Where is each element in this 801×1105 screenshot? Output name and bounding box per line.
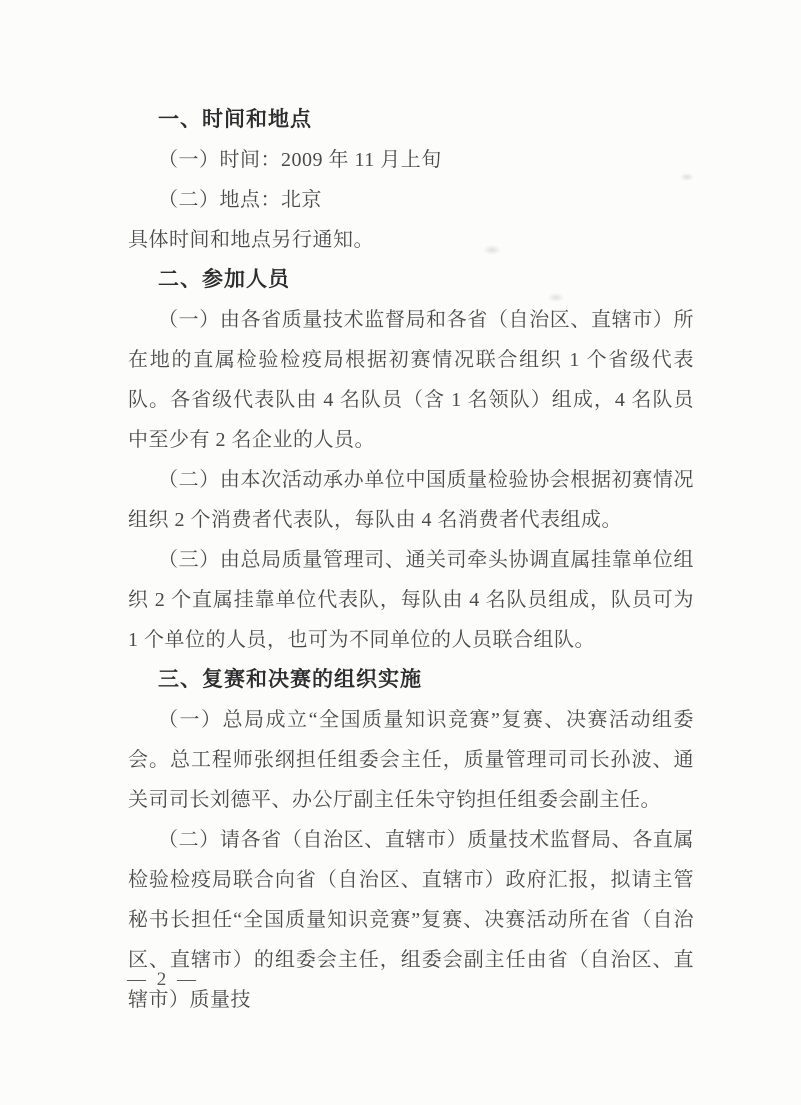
paragraph-consumer-teams: （二）由本次活动承办单位中国质量检验协会根据初赛情况组织 2 个消费者代表队，每队由 4 名消费者代表组成。 xyxy=(128,469,694,531)
section-heading-participants: 二、参加人员 xyxy=(158,268,290,291)
paragraph-affiliated-teams: （三）由总局质量管理司、通关司牵头协调直属挂靠单位组织 2 个直属挂靠单位代表队，每队由 4 名队员组成，队员可为 1 个单位的人员，也可为不同单位的人员联合组队。 xyxy=(128,549,694,651)
paragraph-notice: 具体时间和地点另行通知。 xyxy=(128,229,374,251)
section-heading-organization: 三、复赛和决赛的组织实施 xyxy=(158,668,422,691)
paragraph-place: （二）地点：北京 xyxy=(158,189,322,211)
paragraph-committee: （一）总局成立“全国质量知识竞赛”复赛、决赛活动组委会。总工程师张纲担任组委会主任，质量管理司司长孙波、通关司司长刘德平、办公厅副主任朱守钧担任组委会副主任。 xyxy=(128,709,694,811)
paragraph-time: （一）时间：2009 年 11 月上旬 xyxy=(158,149,442,171)
page-number: — 2 — xyxy=(127,969,199,990)
paragraph-provincial-teams: （一）由各省质量技术监督局和各省（自治区、直辖市）所在地的直属检验检疫局根据初赛情况联合组织 1 个省级代表队。各省级代表队由 4 名队员（含 1 名领队）组成，4 名队员中至少有 2 名企业的人员。 xyxy=(128,309,694,451)
paragraph-provincial-committee: （二）请各省（自治区、直辖市）质量技术监督局、各直属检验检疫局联合向省（自治区、直辖市）政府汇报，拟请主管秘书长担任“全国质量知识竞赛”复赛、决赛活动所在省（自治区、直辖市）的组委会主任，组委会副主任由省（自治区、直辖市）质量技 xyxy=(128,829,694,1011)
section-heading-time-place: 一、时间和地点 xyxy=(158,108,312,131)
document-body xyxy=(128,100,694,1020)
